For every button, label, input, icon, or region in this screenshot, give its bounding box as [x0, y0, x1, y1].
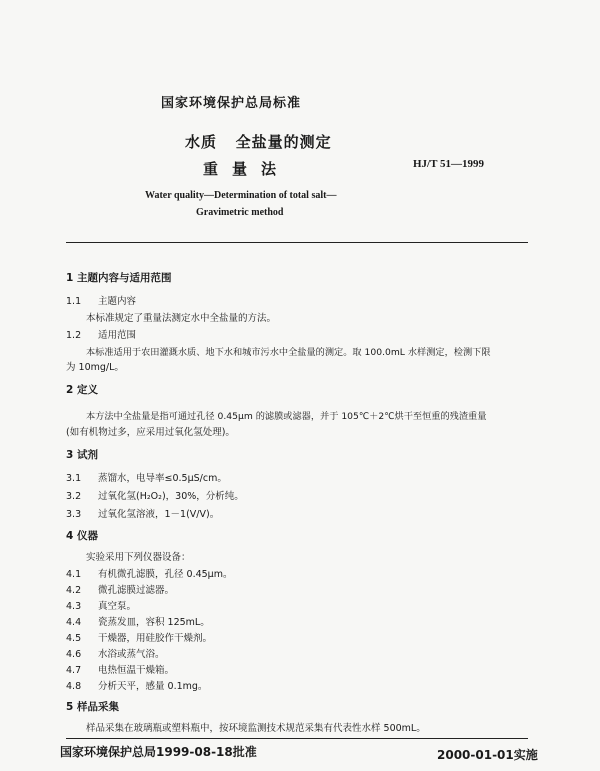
list-item: 4.2 微孔滤膜过滤器。	[66, 585, 175, 596]
standard-code: HJ/T 51—1999	[413, 158, 485, 170]
list-item: 4.7 电热恒温干燥箱。	[66, 665, 175, 676]
footer-divider	[66, 738, 528, 739]
document-title: 水质 全盐量的测定	[185, 133, 332, 151]
section-1-1-title: 1.1 主题内容	[66, 296, 137, 307]
list-item: 3.1 蒸馏水，电导率≤0.5μS/cm。	[66, 473, 227, 484]
section-number: 3.3	[66, 509, 82, 520]
section-number: 3.1	[66, 473, 82, 484]
list-item: 4.8 分析天平，感量 0.1mg。	[66, 681, 208, 692]
document-subtitle: 重量法	[203, 160, 291, 178]
section-number: 4.7	[66, 665, 82, 676]
section-1-heading: 1 主题内容与适用范围	[66, 272, 172, 284]
section-4-heading: 4 仪器	[66, 530, 98, 542]
english-title-line1: Water quality—Determination of total salt—	[145, 190, 337, 201]
approval-date: 国家环境保护总局1999-08-18批准	[60, 745, 257, 759]
english-title-line2: Gravimetric method	[196, 207, 284, 218]
section-1-2-text-line1: 本标准适用于农田灌溉水质、地下水和城市污水中全盐量的测定。取 100.0mL 水样测定，检测下限	[86, 347, 491, 358]
section-4-intro: 实验采用下列仪器设备：	[86, 552, 191, 563]
section-2-heading: 2 定义	[66, 384, 98, 396]
list-item: 4.5 干燥器，用硅胶作干燥剂。	[66, 633, 213, 644]
list-item: 4.1 有机微孔滤膜，孔径 0.45μm。	[66, 569, 233, 580]
section-2-text-line2: (如有机物过多，应采用过氧化氢处理)。	[66, 427, 235, 438]
section-number: 1.1	[66, 296, 82, 307]
section-1-1-text: 本标准规定了重量法测定水中全盐量的方法。	[86, 313, 277, 324]
section-number: 4.4	[66, 617, 82, 628]
section-5-text: 样品采集在玻璃瓶或塑料瓶中，按环境监测技术规范采集有代表性水样 500mL。	[86, 723, 426, 734]
list-item: 4.6 水浴或蒸气浴。	[66, 649, 165, 660]
list-item: 3.3 过氧化氢溶液，1－1(V/V)。	[66, 509, 220, 520]
section-number: 1.2	[66, 330, 82, 341]
section-number: 4.8	[66, 681, 82, 692]
section-3-heading: 3 试剂	[66, 449, 98, 461]
section-number: 4.1	[66, 569, 82, 580]
section-number: 4.6	[66, 649, 82, 660]
section-number: 4.2	[66, 585, 82, 596]
section-number: 4.3	[66, 601, 82, 612]
section-2-text-line1: 本方法中全盐量是指可通过孔径 0.45μm 的滤膜或滤器，并于 105℃＋2℃烘干至恒重的残渣重量	[86, 411, 487, 422]
section-1-2-text-line2: 为 10mg/L。	[66, 362, 124, 373]
section-5-heading: 5 样品采集	[66, 701, 119, 713]
list-item: 4.3 真空泵。	[66, 601, 137, 612]
issuer-name: 国家环境保护总局标准	[161, 96, 302, 111]
header-divider	[66, 242, 528, 243]
list-item: 3.2 过氧化氢(H₂O₂)，30%，分析纯。	[66, 491, 244, 502]
section-1-2-title: 1.2 适用范围	[66, 330, 137, 341]
list-item: 4.4 瓷蒸发皿，容积 125mL。	[66, 617, 210, 628]
section-number: 3.2	[66, 491, 82, 502]
section-number: 4.5	[66, 633, 82, 644]
implementation-date: 2000-01-01实施	[437, 748, 538, 762]
